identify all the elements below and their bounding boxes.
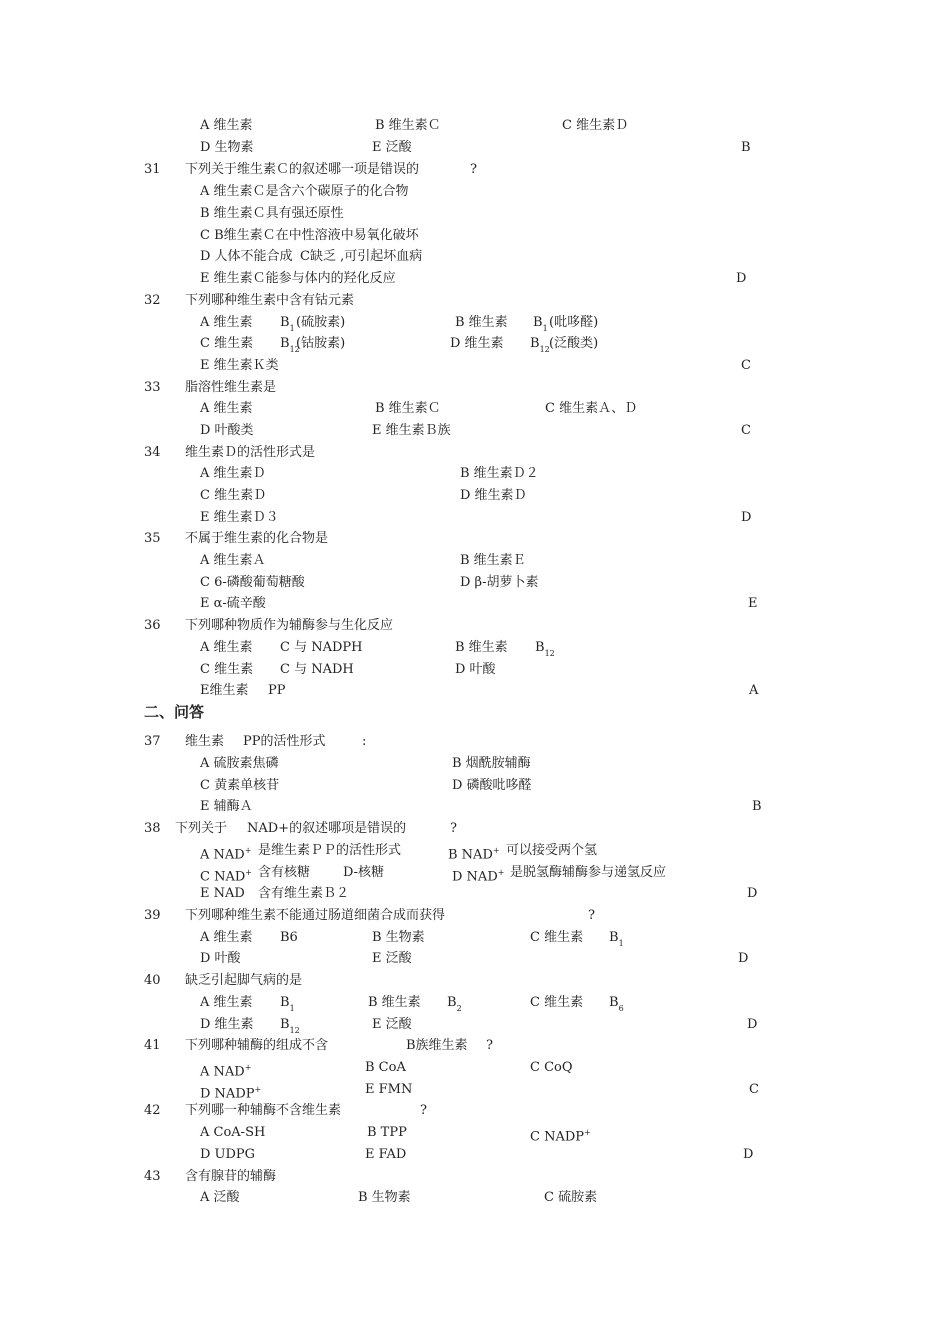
text-segment: 是脱氢酶辅酶参与递氢反应	[510, 865, 667, 880]
text-segment: 34	[144, 445, 161, 460]
text-segment: 维生素	[185, 734, 225, 749]
text-segment: $B_1$	[609, 930, 624, 948]
text-segment: E 维生素Ｄ３	[200, 510, 279, 525]
text-segment: C 维生素Ａ、Ｄ	[545, 401, 638, 416]
text-segment: 下列关于维生素Ｃ的叙述哪一项是错误的	[185, 162, 420, 177]
text-segment: 41	[144, 1038, 161, 1053]
text-segment: 32	[144, 293, 161, 308]
text-segment: C NADP+	[530, 1128, 591, 1145]
text-segment: B 生物素	[358, 1190, 411, 1205]
text-segment: E NAD	[200, 886, 245, 901]
text-segment: $B_1$	[280, 315, 295, 333]
text-segment: A 维生素	[200, 401, 253, 416]
text-segment: B 维生素Ｃ	[375, 118, 441, 133]
text-segment: B 烟酰胺辅酶	[452, 756, 531, 771]
text-segment: D	[738, 951, 749, 966]
text-segment: C 维生素	[200, 336, 254, 351]
text-segment: ?	[450, 821, 457, 836]
text-segment: C 维生素Ｄ	[200, 488, 267, 503]
text-segment: $B_1$	[280, 995, 295, 1013]
text-segment: D 维生素Ｄ	[460, 488, 527, 503]
text-segment: A 维生素	[200, 995, 253, 1010]
text-segment: 含有腺苷的辅酶	[185, 1169, 277, 1184]
text-segment: D β-胡萝卜素	[460, 575, 539, 590]
text-segment: $B_{12}$	[280, 336, 300, 354]
text-segment: (泛酸类)	[549, 336, 599, 351]
text-segment: A NAD+	[200, 1063, 252, 1080]
text-segment: D-核糖	[343, 865, 385, 880]
text-segment: D	[747, 886, 758, 901]
text-segment: B 生物素	[372, 930, 425, 945]
text-segment: (吡哆醛)	[549, 315, 599, 330]
text-segment: A 维生素Ｄ	[200, 466, 266, 481]
text-segment: A 维生素	[200, 118, 253, 133]
text-segment: C 维生素	[530, 995, 584, 1010]
text-segment: (钴胺素)	[296, 336, 346, 351]
text-segment: B NAD+	[448, 846, 500, 863]
text-segment: 40	[144, 973, 161, 988]
text-segment: 下列哪种维生素中含有钴元素	[185, 293, 355, 308]
text-segment: B 维生素Ｃ	[375, 401, 441, 416]
text-segment: ?	[588, 908, 595, 923]
text-segment: C 维生素	[200, 662, 254, 677]
text-segment: C NAD+	[200, 868, 252, 885]
text-segment: E维生素	[200, 683, 249, 698]
text-segment: (硫胺素)	[296, 315, 346, 330]
text-segment: D	[743, 1147, 754, 1162]
text-segment: B 维生素	[455, 315, 508, 330]
text-segment: A 维生素	[200, 315, 253, 330]
text-segment: E 维生素Ｋ类	[200, 358, 279, 373]
text-segment: C	[741, 423, 751, 438]
section-heading: 二、问答	[144, 703, 205, 721]
text-segment: D 叶酸类	[200, 423, 254, 438]
text-segment: E 泛酸	[372, 1017, 412, 1032]
text-segment: C 与 NADH	[280, 662, 354, 677]
text-segment: A	[749, 683, 759, 698]
text-segment: C缺乏 ,可引起坏血病	[300, 249, 423, 264]
text-segment: 38	[144, 821, 161, 836]
text-segment: B 维生素Ｃ具有强还原性	[200, 206, 344, 221]
text-segment: C 维生素	[530, 930, 584, 945]
text-segment: 43	[144, 1169, 161, 1184]
text-segment: D 人体不能合成	[200, 249, 293, 264]
text-segment: 缺乏引起脚气病的是	[185, 973, 303, 988]
text-segment: 36	[144, 618, 161, 633]
text-segment: E 泛酸	[372, 140, 412, 155]
text-segment: A 维生素	[200, 640, 253, 655]
text-segment: 33	[144, 380, 161, 395]
text-segment: 维生素Ｄ的活性形式是	[185, 445, 316, 460]
text-segment: D	[736, 271, 747, 286]
text-segment: 下列哪种物质作为辅酶参与生化反应	[185, 618, 394, 633]
text-segment: C CoQ	[530, 1060, 573, 1075]
text-segment: NAD+的叙述哪项是错误的	[247, 821, 407, 836]
text-segment: $B_{12}$	[535, 640, 555, 658]
text-segment: B 维生素Ｅ	[460, 553, 526, 568]
text-segment: E 泛酸	[372, 951, 412, 966]
text-segment: 是维生素ＰＰ的活性形式	[258, 843, 402, 858]
text-segment: B6	[280, 930, 298, 945]
text-segment: $B_6$	[609, 995, 624, 1013]
text-segment: D 生物素	[200, 140, 254, 155]
text-segment: B	[741, 140, 751, 155]
text-segment: C	[741, 358, 751, 373]
text-segment: ?	[486, 1038, 493, 1053]
text-segment: D 叶酸	[200, 951, 241, 966]
text-segment: C 与 NADPH	[280, 640, 363, 655]
text-segment: 42	[144, 1103, 161, 1118]
text-segment: C 维生素Ｄ	[562, 118, 629, 133]
text-segment: 37	[144, 734, 161, 749]
text-segment: 39	[144, 908, 161, 923]
text-segment: 不属于维生素的化合物是	[185, 531, 329, 546]
text-segment: D 磷酸吡哆醛	[452, 778, 532, 793]
text-segment: 35	[144, 531, 161, 546]
text-segment: C B维生素Ｃ在中性溶液中易氧化破坏	[200, 228, 419, 243]
text-segment: E FAD	[365, 1147, 407, 1162]
text-segment: E	[748, 596, 758, 611]
text-segment: E α-硫辛酸	[200, 596, 266, 611]
text-segment: 下列关于	[175, 821, 228, 836]
text-segment: A 维生素	[200, 930, 253, 945]
text-segment: C 黄素单核苷	[200, 778, 280, 793]
text-segment: $B_{12}$	[280, 1017, 300, 1035]
text-segment: D NADP+	[200, 1085, 262, 1102]
text-segment: A NAD+	[200, 846, 252, 863]
text-segment: D 维生素	[200, 1017, 254, 1032]
text-segment: D	[747, 1017, 758, 1032]
text-segment: 下列哪一种辅酶不含维生素	[185, 1103, 342, 1118]
text-segment: D	[741, 510, 752, 525]
text-segment: E FMN	[365, 1082, 413, 1097]
text-segment: C 硫胺素	[544, 1190, 598, 1205]
text-segment: PP	[268, 683, 286, 698]
text-segment: D UDPG	[200, 1147, 256, 1162]
text-segment: B 维生素	[455, 640, 508, 655]
text-segment: A 维生素Ａ	[200, 553, 266, 568]
text-segment: B 维生素Ｄ２	[460, 466, 539, 481]
text-segment: $B_{12}$	[530, 336, 550, 354]
text-segment: B 维生素	[368, 995, 421, 1010]
text-segment: A 维生素Ｃ是含六个碳原子的化合物	[200, 184, 409, 199]
text-segment: D 叶酸	[455, 662, 496, 677]
text-segment: D NAD+	[452, 868, 505, 885]
text-segment: 下列哪种辅酶的组成不含	[185, 1038, 329, 1053]
text-segment: B TPP	[367, 1125, 407, 1140]
text-segment: D 维生素	[450, 336, 504, 351]
text-segment: C	[749, 1082, 759, 1097]
text-segment: ?	[470, 162, 477, 177]
text-segment: E 维生素Ｂ族	[372, 423, 451, 438]
text-segment: :	[362, 734, 367, 749]
text-segment: 脂溶性维生素是	[185, 380, 277, 395]
text-segment: 含有核糖	[258, 865, 311, 880]
text-segment: B	[752, 799, 762, 814]
text-segment: 可以接受两个氢	[506, 843, 598, 858]
text-segment: $B_1$	[533, 315, 548, 333]
text-segment: A 硫胺素焦磷	[200, 756, 279, 771]
text-segment: 31	[144, 162, 161, 177]
text-segment: 下列哪种维生素不能通过肠道细菌合成而获得	[185, 908, 446, 923]
text-segment: $B_2$	[447, 995, 462, 1013]
text-segment: 含有维生素Ｂ２	[258, 886, 350, 901]
text-segment: E 维生素Ｃ能参与体内的羟化反应	[200, 271, 396, 286]
text-segment: B CoA	[365, 1060, 406, 1075]
text-segment: E 辅酶Ａ	[200, 799, 253, 814]
text-segment: ?	[420, 1103, 427, 1118]
text-segment: PP的活性形式	[243, 734, 326, 749]
text-segment: B族维生素	[406, 1038, 468, 1053]
text-segment: A 泛酸	[200, 1190, 240, 1205]
text-segment: C 6-磷酸葡萄糖酸	[200, 575, 305, 590]
text-segment: A CoA-SH	[200, 1125, 266, 1140]
